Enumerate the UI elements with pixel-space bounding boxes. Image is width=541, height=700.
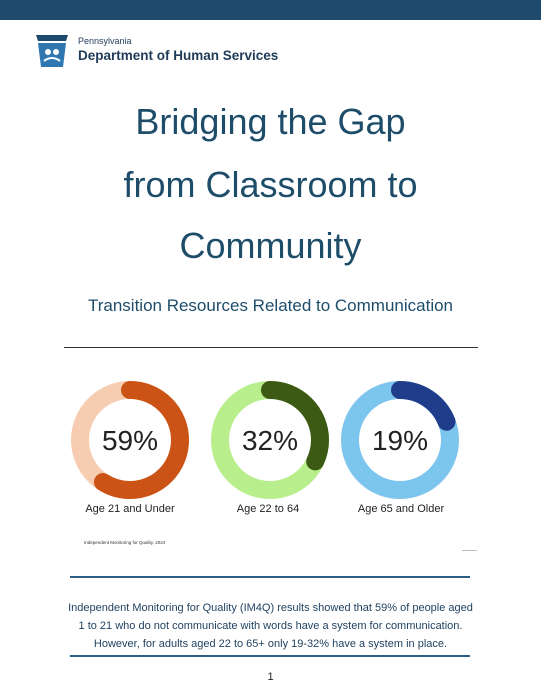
dhs-logo [32, 33, 292, 73]
age-label-3: Age 65 and Older [357, 503, 445, 515]
subtitle: Transition Resources Related to Communication [87, 296, 454, 315]
small-divider [462, 550, 477, 551]
page-number: 1 [267, 671, 274, 683]
title-line-2: from Classroom to [123, 164, 418, 205]
top-banner [0, 0, 541, 20]
keystone-logo-icon [32, 33, 72, 69]
summary-line-3: However, for adults aged 22 to 65+ only 19-32% have a system in place. [93, 638, 448, 650]
age-label-2: Age 22 to 64 [236, 503, 300, 515]
agency-name: Department of Human Services [78, 48, 279, 63]
donut-value-3: 19% [371, 425, 429, 456]
chart-source: Independent Monitoring for Quality, 2024 [84, 540, 166, 545]
summary-text [60, 599, 481, 653]
donut-charts [70, 370, 470, 510]
agency-state: Pennsylvania [78, 36, 132, 46]
summary-bottom-rule [70, 655, 470, 657]
donut-value-2: 32% [241, 425, 299, 456]
age-label-1: Age 21 and Under [85, 503, 175, 515]
summary-line-1: Independent Monitoring for Quality (IM4Q) results showed that 59% of people aged [68, 602, 473, 614]
title-divider [64, 347, 478, 348]
title-line-3: Community [179, 225, 362, 266]
donut-value-1: 59% [101, 425, 159, 456]
summary-top-rule [70, 576, 470, 578]
summary-line-2: 1 to 21 who do not communicate with words have a system for communication. [78, 620, 463, 632]
title-line-1: Bridging the Gap [135, 101, 406, 142]
